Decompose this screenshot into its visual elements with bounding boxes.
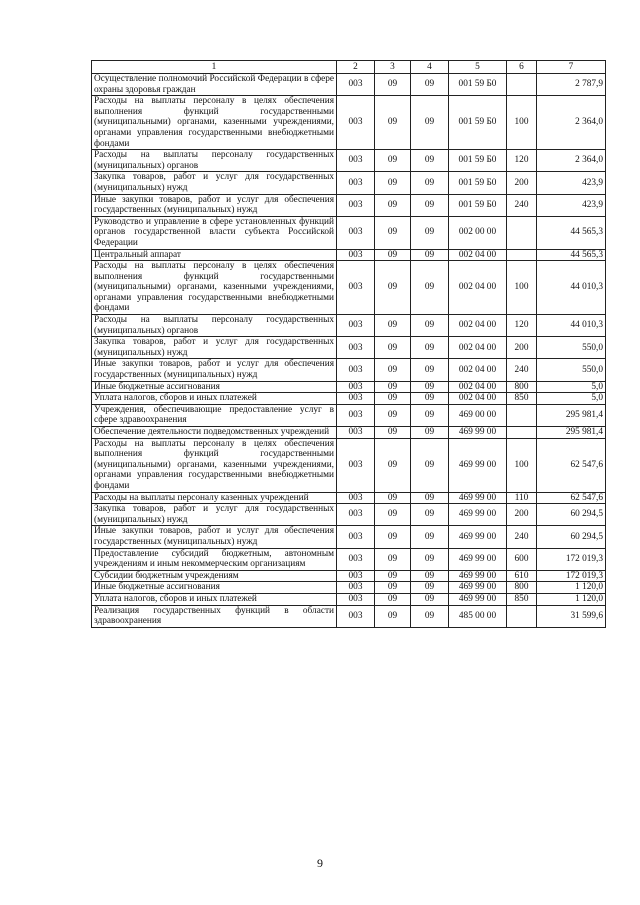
expense-type-code: 600 — [507, 548, 537, 570]
line-item-name: Иные бюджетные ассигнования — [92, 582, 337, 594]
line-item-name: Уплата налогов, сборов и иных платежей — [92, 393, 337, 405]
amount-value: 550,0 — [537, 337, 606, 359]
subsection-code: 09 — [411, 438, 449, 492]
target-article-code: 469 99 00 — [449, 438, 507, 492]
ministry-code: 003 — [337, 404, 375, 426]
table-row — [92, 605, 606, 627]
section-code: 09 — [375, 404, 411, 426]
subsection-code: 09 — [411, 150, 449, 172]
section-code: 09 — [375, 359, 411, 381]
subsection-code: 09 — [411, 492, 449, 504]
subsection-code: 09 — [411, 172, 449, 194]
target-article-code: 001 59 Б0 — [449, 194, 507, 216]
amount-value: 5,0 — [537, 381, 606, 393]
table-row — [92, 261, 606, 315]
expense-type-code: 100 — [507, 438, 537, 492]
target-article-code: 001 59 Б0 — [449, 150, 507, 172]
target-article-code: 002 04 00 — [449, 249, 507, 261]
section-code: 09 — [375, 492, 411, 504]
target-article-code: 002 04 00 — [449, 381, 507, 393]
table-row — [92, 504, 606, 526]
line-item-name: Расходы на выплаты персоналу в целях обеспечения выполнения функций государственными (муниципальными) органами, казенными учреждениями, органами управления государственными внебюджетными фондами — [92, 96, 337, 150]
amount-value: 1 120,0 — [537, 593, 606, 605]
expense-type-code: 200 — [507, 504, 537, 526]
section-code: 09 — [375, 96, 411, 150]
table-row — [92, 172, 606, 194]
section-code: 09 — [375, 261, 411, 315]
subsection-code: 09 — [411, 582, 449, 594]
line-item-name: Закупка товаров, работ и услуг для государственных (муниципальных) нужд — [92, 504, 337, 526]
section-code: 09 — [375, 337, 411, 359]
amount-value: 423,9 — [537, 172, 606, 194]
amount-value: 44 565,3 — [537, 216, 606, 249]
subsection-code: 09 — [411, 216, 449, 249]
ministry-code: 003 — [337, 315, 375, 337]
expense-type-code — [507, 605, 537, 627]
column-header: 4 — [411, 61, 449, 74]
budget-table-container — [91, 60, 605, 628]
expense-type-code: 610 — [507, 570, 537, 582]
subsection-code: 09 — [411, 74, 449, 96]
section-code: 09 — [375, 582, 411, 594]
table-row — [92, 74, 606, 96]
subsection-code: 09 — [411, 337, 449, 359]
expense-type-code: 240 — [507, 359, 537, 381]
target-article-code: 469 00 00 — [449, 404, 507, 426]
column-header: 3 — [375, 61, 411, 74]
budget-table — [91, 60, 606, 628]
line-item-name: Иные закупки товаров, работ и услуг для обеспечения государственных (муниципальных) нужд — [92, 194, 337, 216]
amount-value: 44 565,3 — [537, 249, 606, 261]
section-code: 09 — [375, 194, 411, 216]
amount-value: 62 547,6 — [537, 438, 606, 492]
subsection-code: 09 — [411, 359, 449, 381]
section-code: 09 — [375, 381, 411, 393]
table-row — [92, 96, 606, 150]
expense-type-code — [507, 404, 537, 426]
subsection-code: 09 — [411, 261, 449, 315]
table-row — [92, 427, 606, 439]
target-article-code: 469 99 00 — [449, 570, 507, 582]
section-code: 09 — [375, 438, 411, 492]
line-item-name: Субсидии бюджетным учреждениям — [92, 570, 337, 582]
line-item-name: Иные бюджетные ассигнования — [92, 381, 337, 393]
expense-type-code: 110 — [507, 492, 537, 504]
ministry-code: 003 — [337, 216, 375, 249]
amount-value: 295 981,4 — [537, 404, 606, 426]
subsection-code: 09 — [411, 404, 449, 426]
table-row — [92, 249, 606, 261]
target-article-code: 469 99 00 — [449, 593, 507, 605]
line-item-name: Руководство и управление в сфере установленных функций органов государственной власти субъекта Российской Федерации — [92, 216, 337, 249]
amount-value: 550,0 — [537, 359, 606, 381]
table-row — [92, 582, 606, 594]
expense-type-code — [507, 74, 537, 96]
ministry-code: 003 — [337, 492, 375, 504]
expense-type-code: 200 — [507, 172, 537, 194]
line-item-name: Иные закупки товаров, работ и услуг для обеспечения государственных (муниципальных) нужд — [92, 526, 337, 548]
subsection-code: 09 — [411, 593, 449, 605]
column-header: 2 — [337, 61, 375, 74]
target-article-code: 485 00 00 — [449, 605, 507, 627]
section-code: 09 — [375, 393, 411, 405]
line-item-name: Закупка товаров, работ и услуг для государственных (муниципальных) нужд — [92, 337, 337, 359]
line-item-name: Иные закупки товаров, работ и услуг для обеспечения государственных (муниципальных) нужд — [92, 359, 337, 381]
table-row — [92, 548, 606, 570]
table-row — [92, 359, 606, 381]
section-code: 09 — [375, 570, 411, 582]
subsection-code: 09 — [411, 548, 449, 570]
section-code: 09 — [375, 593, 411, 605]
target-article-code: 001 59 Б0 — [449, 172, 507, 194]
line-item-name: Осуществление полномочий Российской Федерации в сфере охраны здоровья граждан — [92, 74, 337, 96]
expense-type-code: 240 — [507, 526, 537, 548]
target-article-code: 002 04 00 — [449, 359, 507, 381]
amount-value: 2 364,0 — [537, 96, 606, 150]
expense-type-code: 100 — [507, 96, 537, 150]
expense-type-code — [507, 216, 537, 249]
expense-type-code: 240 — [507, 194, 537, 216]
ministry-code: 003 — [337, 605, 375, 627]
table-row — [92, 492, 606, 504]
ministry-code: 003 — [337, 337, 375, 359]
table-row — [92, 315, 606, 337]
line-item-name: Предоставление субсидий бюджетным, автономным учреждениям и иным некоммерческим организациям — [92, 548, 337, 570]
line-item-name: Расходы на выплаты персоналу казенных учреждений — [92, 492, 337, 504]
ministry-code: 003 — [337, 74, 375, 96]
page-number: 9 — [317, 856, 323, 870]
target-article-code: 469 99 00 — [449, 526, 507, 548]
ministry-code: 003 — [337, 261, 375, 315]
section-code: 09 — [375, 526, 411, 548]
ministry-code: 003 — [337, 582, 375, 594]
table-row — [92, 404, 606, 426]
amount-value: 1 120,0 — [537, 582, 606, 594]
column-header: 7 — [537, 61, 606, 74]
line-item-name: Расходы на выплаты персоналу в целях обеспечения выполнения функций государственными (муниципальными) органами, казенными учреждениями, органами управления государственными внебюджетными фондами — [92, 438, 337, 492]
subsection-code: 09 — [411, 249, 449, 261]
ministry-code: 003 — [337, 548, 375, 570]
table-row — [92, 393, 606, 405]
target-article-code: 001 59 Б0 — [449, 96, 507, 150]
ministry-code: 003 — [337, 438, 375, 492]
table-row — [92, 593, 606, 605]
amount-value: 295 981,4 — [537, 427, 606, 439]
expense-type-code — [507, 249, 537, 261]
ministry-code: 003 — [337, 172, 375, 194]
section-code: 09 — [375, 150, 411, 172]
amount-value: 60 294,5 — [537, 526, 606, 548]
expense-type-code: 200 — [507, 337, 537, 359]
section-code: 09 — [375, 249, 411, 261]
subsection-code: 09 — [411, 315, 449, 337]
amount-value: 44 010,3 — [537, 261, 606, 315]
amount-value: 31 599,6 — [537, 605, 606, 627]
table-body — [92, 74, 606, 628]
amount-value: 172 019,3 — [537, 570, 606, 582]
table-row — [92, 216, 606, 249]
section-code: 09 — [375, 605, 411, 627]
expense-type-code: 120 — [507, 150, 537, 172]
target-article-code: 469 99 00 — [449, 582, 507, 594]
line-item-name: Обеспечение деятельности подведомственных учреждений — [92, 427, 337, 439]
amount-value: 5,0 — [537, 393, 606, 405]
subsection-code: 09 — [411, 194, 449, 216]
expense-type-code: 850 — [507, 393, 537, 405]
target-article-code: 002 04 00 — [449, 315, 507, 337]
column-number-row — [92, 61, 606, 74]
expense-type-code: 800 — [507, 381, 537, 393]
column-header: 5 — [449, 61, 507, 74]
subsection-code: 09 — [411, 427, 449, 439]
amount-value: 423,9 — [537, 194, 606, 216]
table-row — [92, 150, 606, 172]
ministry-code: 003 — [337, 393, 375, 405]
expense-type-code: 800 — [507, 582, 537, 594]
target-article-code: 002 04 00 — [449, 393, 507, 405]
expense-type-code: 850 — [507, 593, 537, 605]
amount-value: 172 019,3 — [537, 548, 606, 570]
line-item-name: Реализация государственных функций в области здравоохранения — [92, 605, 337, 627]
section-code: 09 — [375, 504, 411, 526]
target-article-code: 469 99 00 — [449, 504, 507, 526]
ministry-code: 003 — [337, 593, 375, 605]
column-header: 6 — [507, 61, 537, 74]
target-article-code: 002 04 00 — [449, 337, 507, 359]
line-item-name: Закупка товаров, работ и услуг для государственных (муниципальных) нужд — [92, 172, 337, 194]
amount-value: 62 547,6 — [537, 492, 606, 504]
subsection-code: 09 — [411, 570, 449, 582]
line-item-name: Расходы на выплаты персоналу государственных (муниципальных) органов — [92, 315, 337, 337]
ministry-code: 003 — [337, 96, 375, 150]
subsection-code: 09 — [411, 381, 449, 393]
target-article-code: 002 00 00 — [449, 216, 507, 249]
ministry-code: 003 — [337, 570, 375, 582]
ministry-code: 003 — [337, 381, 375, 393]
section-code: 09 — [375, 172, 411, 194]
ministry-code: 003 — [337, 249, 375, 261]
table-row — [92, 194, 606, 216]
amount-value: 60 294,5 — [537, 504, 606, 526]
ministry-code: 003 — [337, 427, 375, 439]
table-row — [92, 570, 606, 582]
table-row — [92, 381, 606, 393]
section-code: 09 — [375, 315, 411, 337]
subsection-code: 09 — [411, 393, 449, 405]
line-item-name: Расходы на выплаты персоналу в целях обеспечения выполнения функций государственными (муниципальными) органами, казенными учреждениями, органами управления государственными внебюджетными фондами — [92, 261, 337, 315]
ministry-code: 003 — [337, 526, 375, 548]
amount-value: 2 364,0 — [537, 150, 606, 172]
target-article-code: 001 59 Б0 — [449, 74, 507, 96]
expense-type-code: 100 — [507, 261, 537, 315]
section-code: 09 — [375, 216, 411, 249]
table-row — [92, 526, 606, 548]
ministry-code: 003 — [337, 504, 375, 526]
table-row — [92, 337, 606, 359]
ministry-code: 003 — [337, 150, 375, 172]
subsection-code: 09 — [411, 526, 449, 548]
ministry-code: 003 — [337, 194, 375, 216]
target-article-code: 469 99 00 — [449, 492, 507, 504]
table-row — [92, 438, 606, 492]
expense-type-code: 120 — [507, 315, 537, 337]
target-article-code: 469 99 00 — [449, 427, 507, 439]
line-item-name: Уплата налогов, сборов и иных платежей — [92, 593, 337, 605]
subsection-code: 09 — [411, 96, 449, 150]
section-code: 09 — [375, 74, 411, 96]
section-code: 09 — [375, 427, 411, 439]
line-item-name: Расходы на выплаты персоналу государственных (муниципальных) органов — [92, 150, 337, 172]
target-article-code: 002 04 00 — [449, 261, 507, 315]
amount-value: 44 010,3 — [537, 315, 606, 337]
expense-type-code — [507, 427, 537, 439]
section-code: 09 — [375, 548, 411, 570]
amount-value: 2 787,9 — [537, 74, 606, 96]
subsection-code: 09 — [411, 605, 449, 627]
ministry-code: 003 — [337, 359, 375, 381]
column-header: 1 — [92, 61, 337, 74]
target-article-code: 469 99 00 — [449, 548, 507, 570]
line-item-name: Учреждения, обеспечивающие предоставление услуг в сфере здравоохранения — [92, 404, 337, 426]
subsection-code: 09 — [411, 504, 449, 526]
line-item-name: Центральный аппарат — [92, 249, 337, 261]
